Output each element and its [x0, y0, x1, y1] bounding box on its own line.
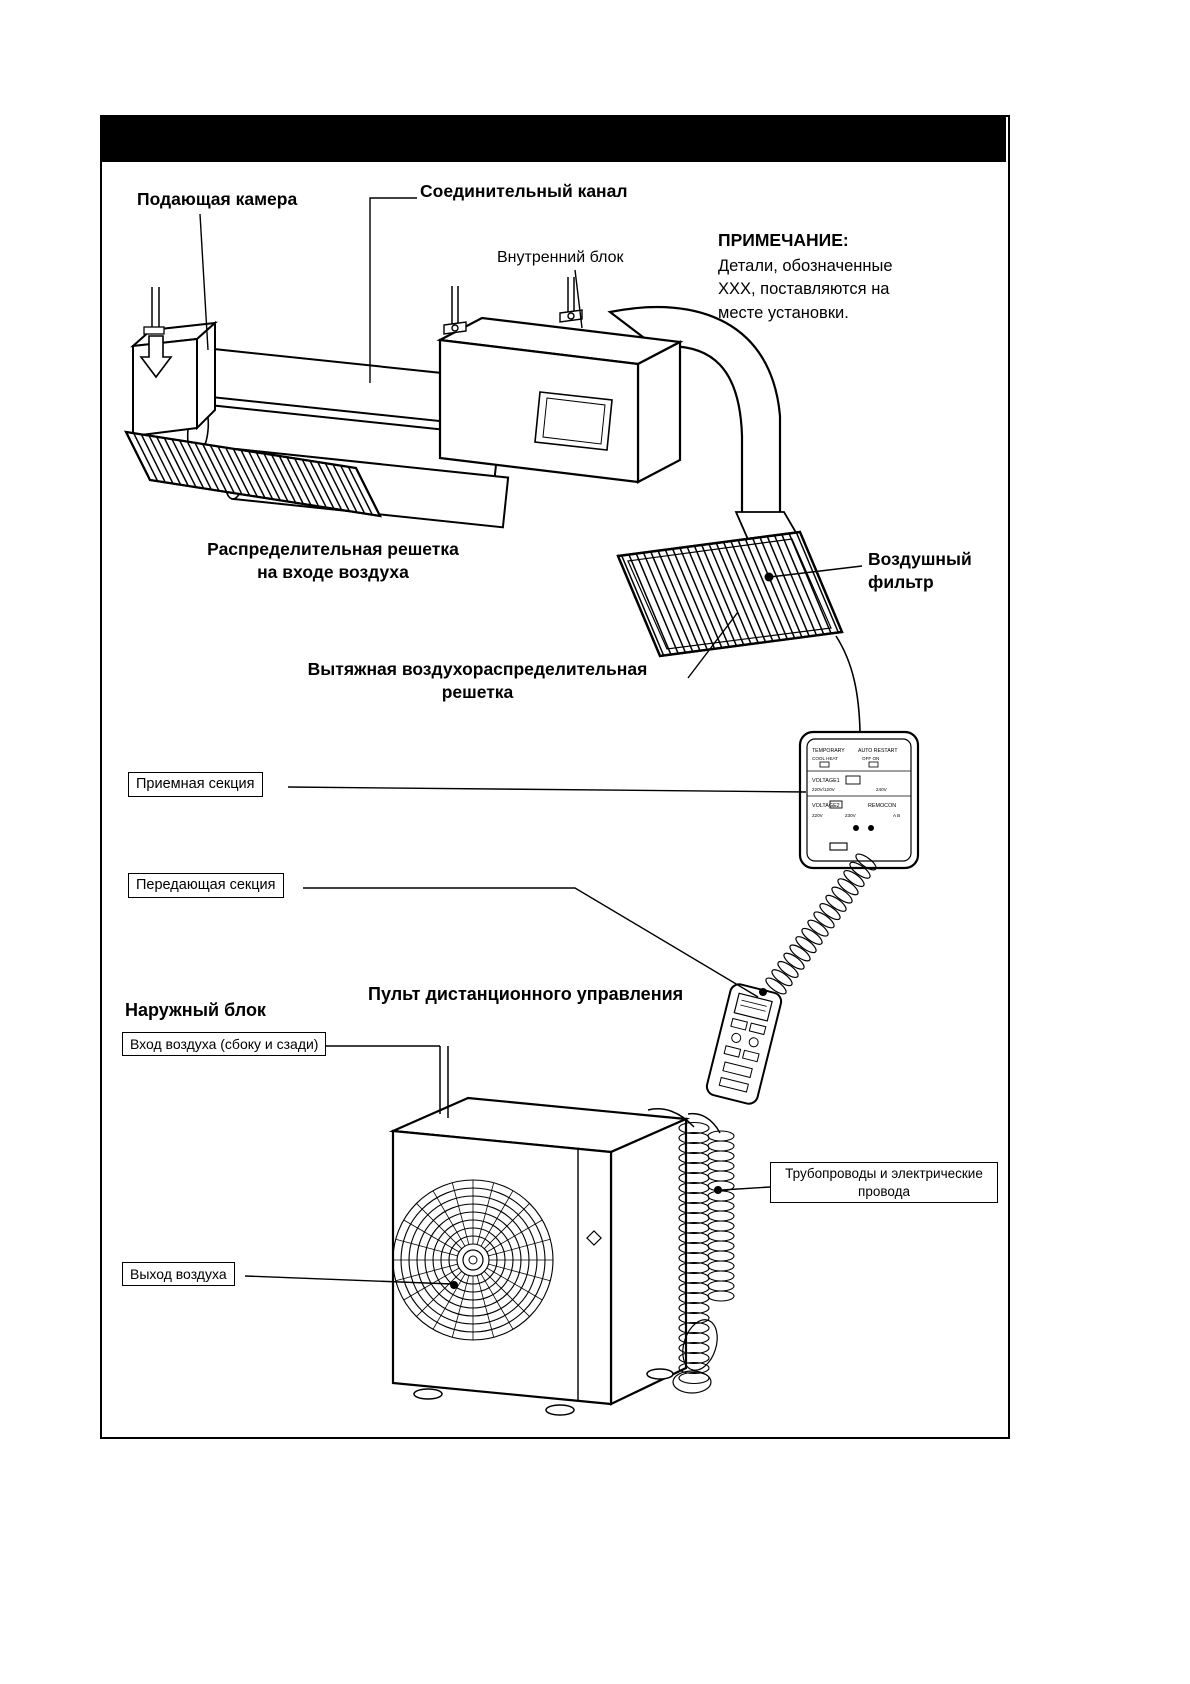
receiver-220-label: 220V	[812, 813, 823, 818]
receiver-unit-drawing	[800, 732, 918, 868]
note-line: XXX, поставляются на	[718, 280, 890, 299]
indoor-unit-drawing	[440, 318, 680, 482]
label-air-inlet: Вход воздуха (сбоку и сзади)	[122, 1032, 326, 1056]
label-outdoor-unit: Наружный блок	[125, 1000, 266, 1020]
label-remote-control: Пульт дистанционного управления	[368, 984, 684, 1004]
receiver-voltage1-label: VOLTAGE1	[812, 778, 840, 784]
label-air-filter	[868, 548, 972, 594]
label-air-outlet: Выход воздуха	[122, 1262, 235, 1286]
note-title: ПРИМЕЧАНИЕ:	[718, 230, 849, 250]
receiver-remocon-label: REMOCON	[868, 803, 897, 809]
label-exhaust-grille-line2: решетка	[441, 681, 514, 702]
receiver-coolheat-label: COOL HEAT	[812, 756, 839, 761]
label-inlet-grille-line1: Распределительная решетка	[207, 539, 459, 559]
exhaust-grille-drawing	[618, 532, 842, 656]
note-block	[718, 228, 968, 325]
remote-control-drawing	[705, 982, 783, 1105]
label-transmitter-section: Передающая секция	[128, 873, 284, 898]
receiver-autorestart-label: AUTO RESTART	[858, 748, 898, 754]
label-piping	[770, 1162, 998, 1203]
note-line: месте установки.	[718, 303, 849, 322]
label-indoor-unit: Внутренний блок	[497, 249, 624, 266]
label-air-filter-line2: фильтр	[868, 571, 934, 592]
receiver-230-label: 230V	[845, 813, 856, 818]
receiver-cable	[836, 636, 860, 731]
label-supply-chamber: Подающая камера	[137, 189, 298, 209]
receiver-temporary-label: TEMPORARY	[812, 748, 845, 754]
receiver-led-2	[868, 825, 874, 831]
receiver-led-1	[853, 825, 859, 831]
receiver-voltage2-label: VOLTAGE2	[812, 803, 840, 809]
label-piping-line1: Трубопроводы и электрические	[785, 1166, 983, 1181]
label-exhaust-grille-line1: Вытяжная воздухораспределительная	[307, 659, 648, 679]
note-line: Детали, обозначенные	[718, 256, 893, 275]
supply-chamber-drawing	[133, 323, 215, 436]
label-inlet-grille-line2: на входе воздуха	[257, 561, 409, 582]
receiver-ab-label: A B	[893, 813, 901, 818]
label-inlet-grille	[158, 538, 508, 584]
label-exhaust-grille	[250, 658, 705, 704]
receiver-240-label: 240V	[876, 787, 887, 792]
outdoor-unit-drawing	[393, 1098, 686, 1404]
remote-cord-coil	[764, 851, 879, 996]
receiver-offon-label: OFF ON	[862, 756, 880, 761]
label-piping-line2: провода	[858, 1183, 910, 1199]
label-receiver-section: Приемная секция	[128, 772, 263, 797]
label-connecting-duct: Соединительный канал	[420, 181, 628, 201]
fan-guard	[393, 1180, 553, 1340]
label-air-filter-line1: Воздушный	[868, 549, 972, 569]
receiver-220-120-label: 220V/120V	[812, 787, 835, 792]
